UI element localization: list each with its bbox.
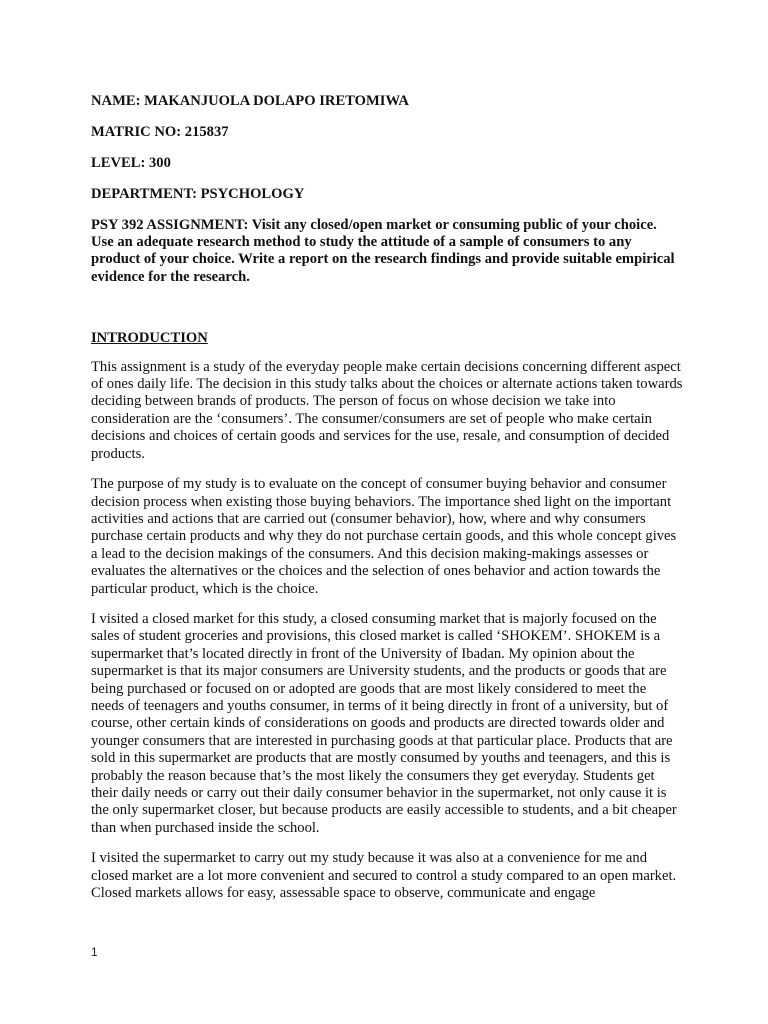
matric-number: MATRIC NO: 215837 (91, 123, 229, 140)
assignment-question: PSY 392 ASSIGNMENT: Visit any closed/open market or consuming public of your choice. Use an adequate research method to study the attitude of a sample of consumers to any product of your choice. Write a report on the research findings and provide suitable empirical evidence for the research. (91, 216, 675, 285)
student-name: NAME: MAKANJUOLA DOLAPO IRETOMIWA (91, 93, 409, 109)
intro-paragraph-3: I visited a closed market for this study, a closed consuming market that is majorly focused on the sales of student groceries and provisions, this closed market is called ‘SHOKEM’. SHOKEM is a supermarket that’s located directly in front of the University of Ibadan. My opinion about the supermarket is that its major consumers are University students, and the products or goods that are being purchased or focused on or adopted are goods that are most likely considered to meet the needs of teenagers and youths consumer, in terms of it being directly in front of a university, but of course, other certain kinds of considerations on goods and products are directed towards older and younger consumers that are interested in purchasing goods at that particular place. Products that are sold in this supermarket are products that are mostly consumed by youths and teenagers, and this is probably the reason because that’s the most likely the consumers they get everyday. Students get their daily needs or carry out their daily consumer behavior in the supermarket, not only cause it is the only supermarket closer, but because products are easily accessible to students, and a bit cheaper than when purchased inside the school. (91, 610, 677, 836)
intro-paragraph-2: The purpose of my study is to evaluate on the concept of consumer buying behavior and consumer decision process when existing those buying behaviors. The importance shed light on the important activities and actions that are carried out (consumer behavior), how, where and why consumers purchase certain products and why they do not purchase certain goods, and this whole concept gives a lead to the decision makings of the consumers. And this decision making-makings assesses or evaluates the alternatives or the choices and the selection of ones behavior and action towards the particular product, which is the choice. (91, 476, 677, 597)
student-level: LEVEL: 300 (91, 154, 171, 171)
document-body (91, 93, 683, 915)
intro-paragraph-4: I visited the supermarket to carry out my study because it was also at a convenience for me and closed market are a lot more convenient and secured to control a study compared to an open market. Closed markets allows for easy, assessable space to observe, communicate and engage (91, 850, 677, 902)
intro-paragraph-1: This assignment is a study of the everyday people make certain decisions concerning different aspect of ones daily life. The decision in this study talks about the choices or alternate actions taken towards deciding between brands of products. The person of focus on whose decision we take into consideration are the ‘consumers’. The consumer/consumers are set of people who make certain decisions and choices of certain goods and services for the use, resale, and consumption of decided products. (91, 358, 683, 462)
student-department: DEPARTMENT: PSYCHOLOGY (91, 185, 305, 202)
section-heading-introduction: INTRODUCTION (91, 330, 208, 347)
page-number: 1 (91, 945, 98, 959)
